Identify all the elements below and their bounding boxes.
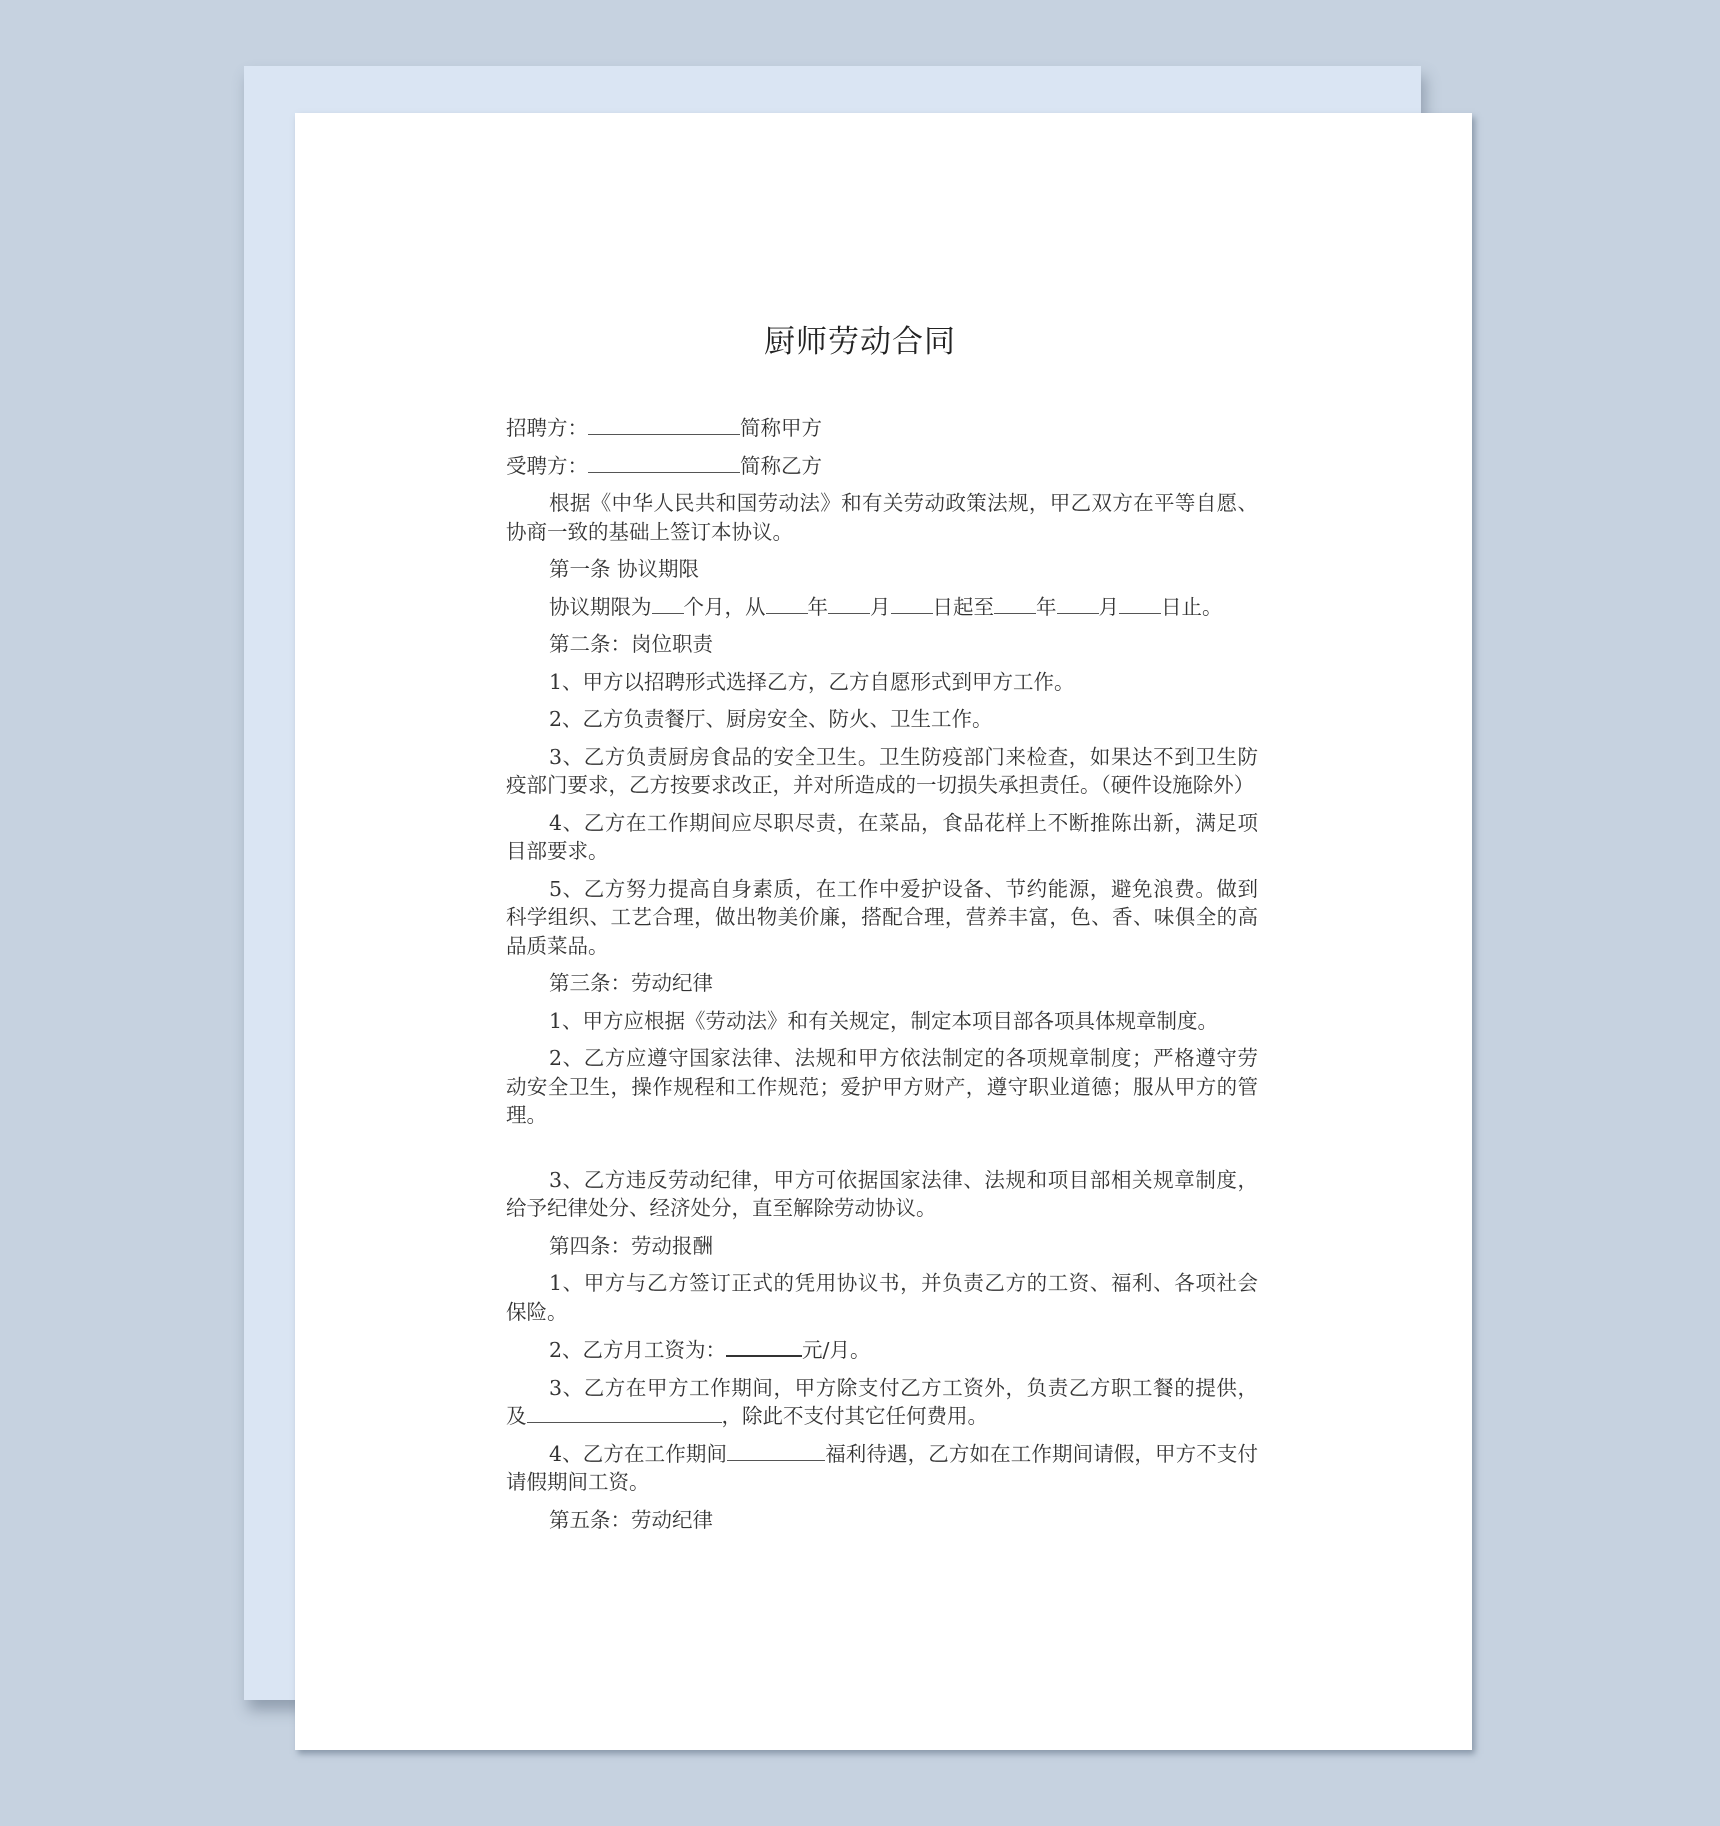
salary-blank: [726, 1335, 802, 1357]
start-year-blank: [766, 593, 808, 614]
article-4-item-salary: 2、乙方月工资为： 元/月。: [506, 1335, 1258, 1365]
article-4-item-welfare: 4、乙方在工作期间 福利待遇，乙方如在工作期间请假，甲方不支付请假期间工资。: [506, 1441, 1258, 1494]
months-blank: [652, 593, 684, 614]
article-5-heading: 第五条：劳动纪律: [549, 1507, 713, 1532]
article-3-item: 1、甲方应根据《劳动法》和有关规定，制定本项目部各项具体规章制度。: [549, 1008, 1219, 1033]
article-1-term: 协议期限为 个月，从 年 月 日起至 年 月 日止。: [549, 594, 1223, 619]
article-3-heading: 第三条：劳动纪律: [549, 971, 713, 995]
article-2-item: 3、乙方负责厨房食品的安全卫生。卫生防疫部门来检查，如果达不到卫生防疫部门要求，乙方按要求改正，并对所造成的一切损失承担责任。（硬件设施除外）: [506, 744, 1258, 797]
welfare-blank: [727, 1440, 825, 1461]
article-2-item: 5、乙方努力提高自身素质，在工作中爱护设备、节约能源，避免浪费。做到科学组织、工艺合理，做出物美价廉，搭配合理，营养丰富，色、香、味俱全的高品质菜品。: [506, 876, 1258, 958]
employee-blank: [588, 452, 740, 473]
other-provisions-blank: [527, 1402, 722, 1423]
spacer: [506, 1139, 1258, 1166]
article-3-item: 3、乙方违反劳动纪律，甲方可依据国家法律、法规和项目部相关规章制度，给予纪律处分、经济处分，直至解除劳动协议。: [506, 1167, 1258, 1220]
employer-blank: [588, 414, 740, 435]
article-2-item: 4、乙方在工作期间应尽职尽责，在菜品，食品花样上不断推陈出新，满足项目部要求。: [506, 810, 1258, 863]
document-title: 厨师劳动合同: [764, 324, 956, 360]
employee-line: 受聘方： 简称乙方: [506, 453, 822, 478]
article-2-heading: 第二条：岗位职责: [549, 632, 713, 656]
preamble: 根据《中华人民共和国劳动法》和有关劳动政策法规，甲乙双方在平等自愿、协商一致的基础上签订本协议。: [506, 491, 1258, 544]
article-4-heading: 第四条：劳动报酬: [549, 1233, 713, 1258]
end-month-blank: [1057, 593, 1099, 614]
article-1-heading: 第一条 协议期限: [549, 557, 700, 581]
article-2-item: 1、甲方以招聘形式选择乙方，乙方自愿形式到甲方工作。: [549, 669, 1075, 694]
article-2-item: 2、乙方负责餐厅、厨房安全、防火、卫生工作。: [549, 707, 993, 731]
employer-line: 招聘方： 简称甲方: [506, 416, 822, 440]
document-body: [506, 414, 1258, 1543]
end-day-blank: [1119, 593, 1161, 614]
start-day-blank: [891, 593, 933, 614]
end-year-blank: [994, 593, 1036, 614]
article-3-item: 2、乙方应遵守国家法律、法规和甲方依法制定的各项规章制度；严格遵守劳动安全卫生，操作规程和工作规范；爱护甲方财产，遵守职业道德；服从甲方的管理。: [506, 1046, 1258, 1127]
article-4-item-meals: 3、乙方在甲方工作期间，甲方除支付乙方工资外，负责乙方职工餐的提供，及 ，除此不支付其它任何费用。: [506, 1375, 1258, 1428]
start-month-blank: [828, 593, 870, 614]
article-4-item: 1、甲方与乙方签订正式的凭用协议书，并负责乙方的工资、福利、各项社会保险。: [506, 1271, 1258, 1324]
